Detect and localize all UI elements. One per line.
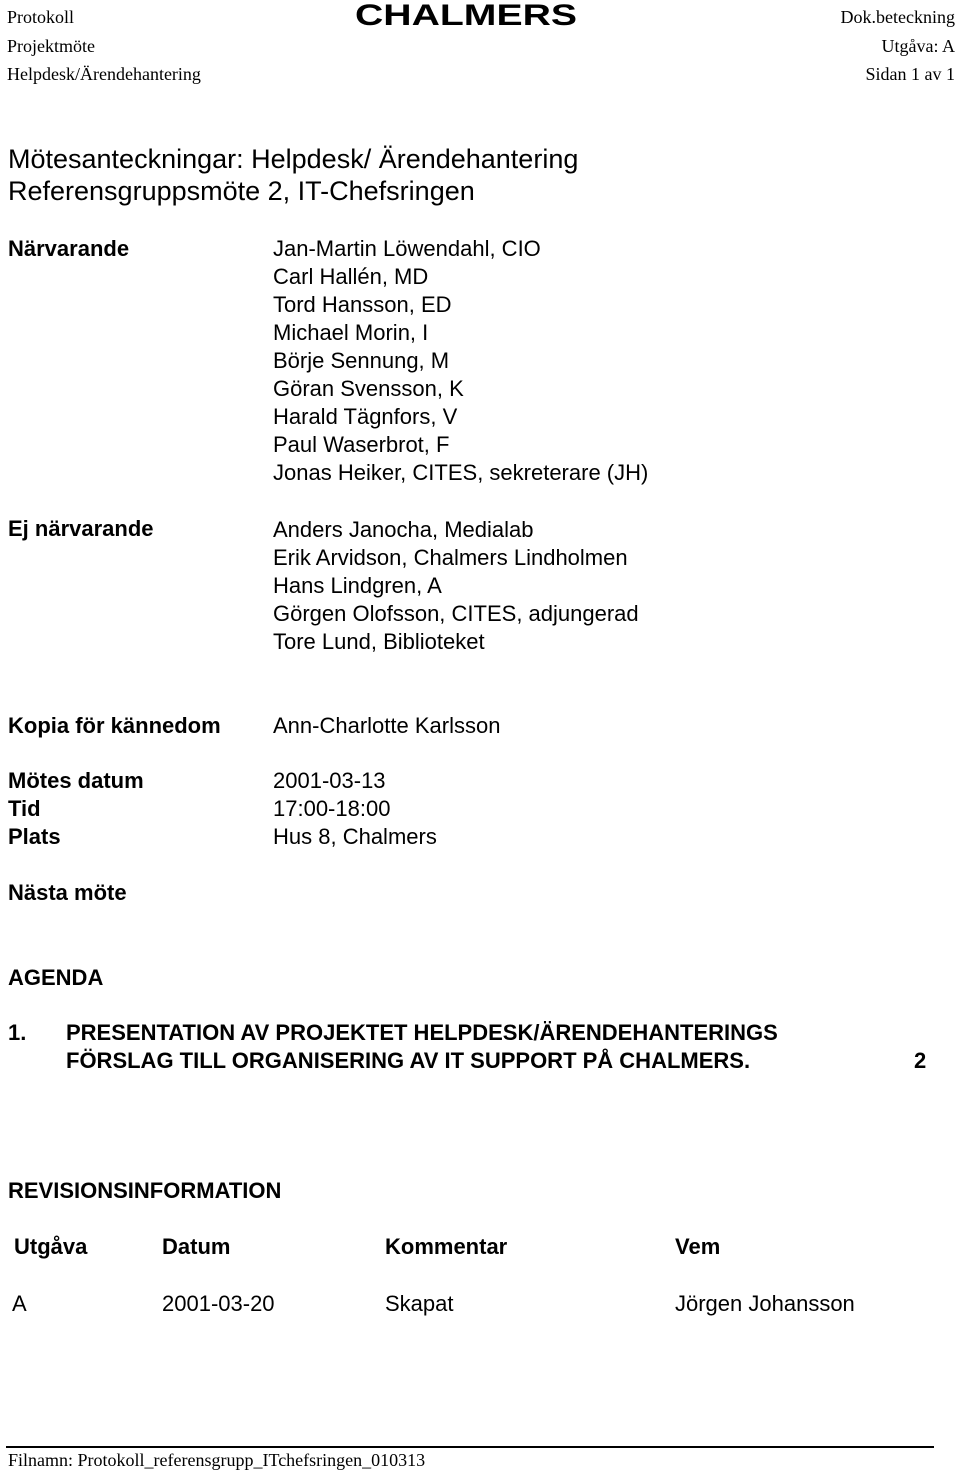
time-label: Tid <box>8 796 41 821</box>
table-cell-edition: A <box>12 1291 27 1316</box>
column-header-who: Vem <box>675 1234 721 1259</box>
agenda-item-title-line1: PRESENTATION AV PROJEKTET HELPDESK/ÄRENDEHANTERINGS <box>66 1020 778 1045</box>
copy-label: Kopia för kännedom <box>8 713 221 738</box>
meeting-date: 2001-03-13 <box>273 768 386 793</box>
page-subtitle: Referensgruppsmöte 2, IT-Chefsringen <box>8 176 475 206</box>
header-doc-type: Protokoll <box>7 7 75 27</box>
agenda-heading: AGENDA <box>8 965 104 990</box>
present-label: Närvarande <box>8 236 130 261</box>
agenda-item-number: 1. <box>8 1020 27 1045</box>
column-header-edition: Utgåva <box>14 1234 88 1259</box>
header-page-count: Sidan 1 av 1 <box>865 64 955 84</box>
list-item: Hans Lindgren, A <box>273 573 442 598</box>
list-item: Tord Hansson, ED <box>273 292 452 317</box>
header-doc-id: Dok.beteckning <box>840 7 955 27</box>
header-meeting-type: Projektmöte <box>7 36 95 56</box>
next-meeting-label: Nästa möte <box>8 880 127 905</box>
list-item: Görgen Olofsson, CITES, adjungerad <box>273 601 639 626</box>
list-item: Göran Svensson, K <box>273 376 464 401</box>
footer-filename: Filnamn: Protokoll_referensgrupp_ITchefsringen_010313 <box>8 1450 426 1470</box>
agenda-item-title-line2: FÖRSLAG TILL ORGANISERING AV IT SUPPORT PÅ CHALMERS. <box>66 1048 751 1073</box>
list-item: Börje Sennung, M <box>273 348 450 373</box>
agenda-item-page: 2 <box>914 1048 927 1073</box>
meeting-time: 17:00-18:00 <box>273 796 391 821</box>
present-list <box>273 235 648 487</box>
absent-list <box>273 516 639 656</box>
list-item: Paul Waserbrot, F <box>273 432 450 457</box>
list-item: Carl Hallén, MD <box>273 264 429 289</box>
copy-recipient: Ann-Charlotte Karlsson <box>273 713 501 738</box>
list-item: Jonas Heiker, CITES, sekreterare (JH) <box>273 460 649 485</box>
list-item: Michael Morin, I <box>273 320 429 345</box>
chalmers-logo <box>354 0 578 30</box>
table-cell-comment: Skapat <box>385 1291 454 1316</box>
column-header-comment: Kommentar <box>385 1234 508 1259</box>
list-item: Anders Janocha, Medialab <box>273 517 534 542</box>
page-title: Mötesanteckningar: Helpdesk/ Ärendehantering <box>8 144 579 174</box>
place-label: Plats <box>8 824 61 849</box>
header-edition: Utgåva: A <box>881 36 955 56</box>
header-project: Helpdesk/Ärendehantering <box>7 64 201 84</box>
list-item: Tore Lund, Biblioteket <box>273 629 485 654</box>
revision-heading: REVISIONSINFORMATION <box>8 1178 282 1203</box>
meeting-place: Hus 8, Chalmers <box>273 824 437 849</box>
logo-wordmark: CHALMERS <box>355 0 577 30</box>
footer-divider <box>6 1446 934 1448</box>
list-item: Harald Tägnfors, V <box>273 404 458 429</box>
absent-label: Ej närvarande <box>8 516 154 541</box>
table-cell-who: Jörgen Johansson <box>675 1291 855 1316</box>
table-cell-date: 2001-03-20 <box>162 1291 275 1316</box>
column-header-date: Datum <box>162 1234 231 1259</box>
list-item: Erik Arvidson, Chalmers Lindholmen <box>273 545 628 570</box>
list-item: Jan-Martin Löwendahl, CIO <box>273 236 541 261</box>
date-label: Mötes datum <box>8 768 144 793</box>
